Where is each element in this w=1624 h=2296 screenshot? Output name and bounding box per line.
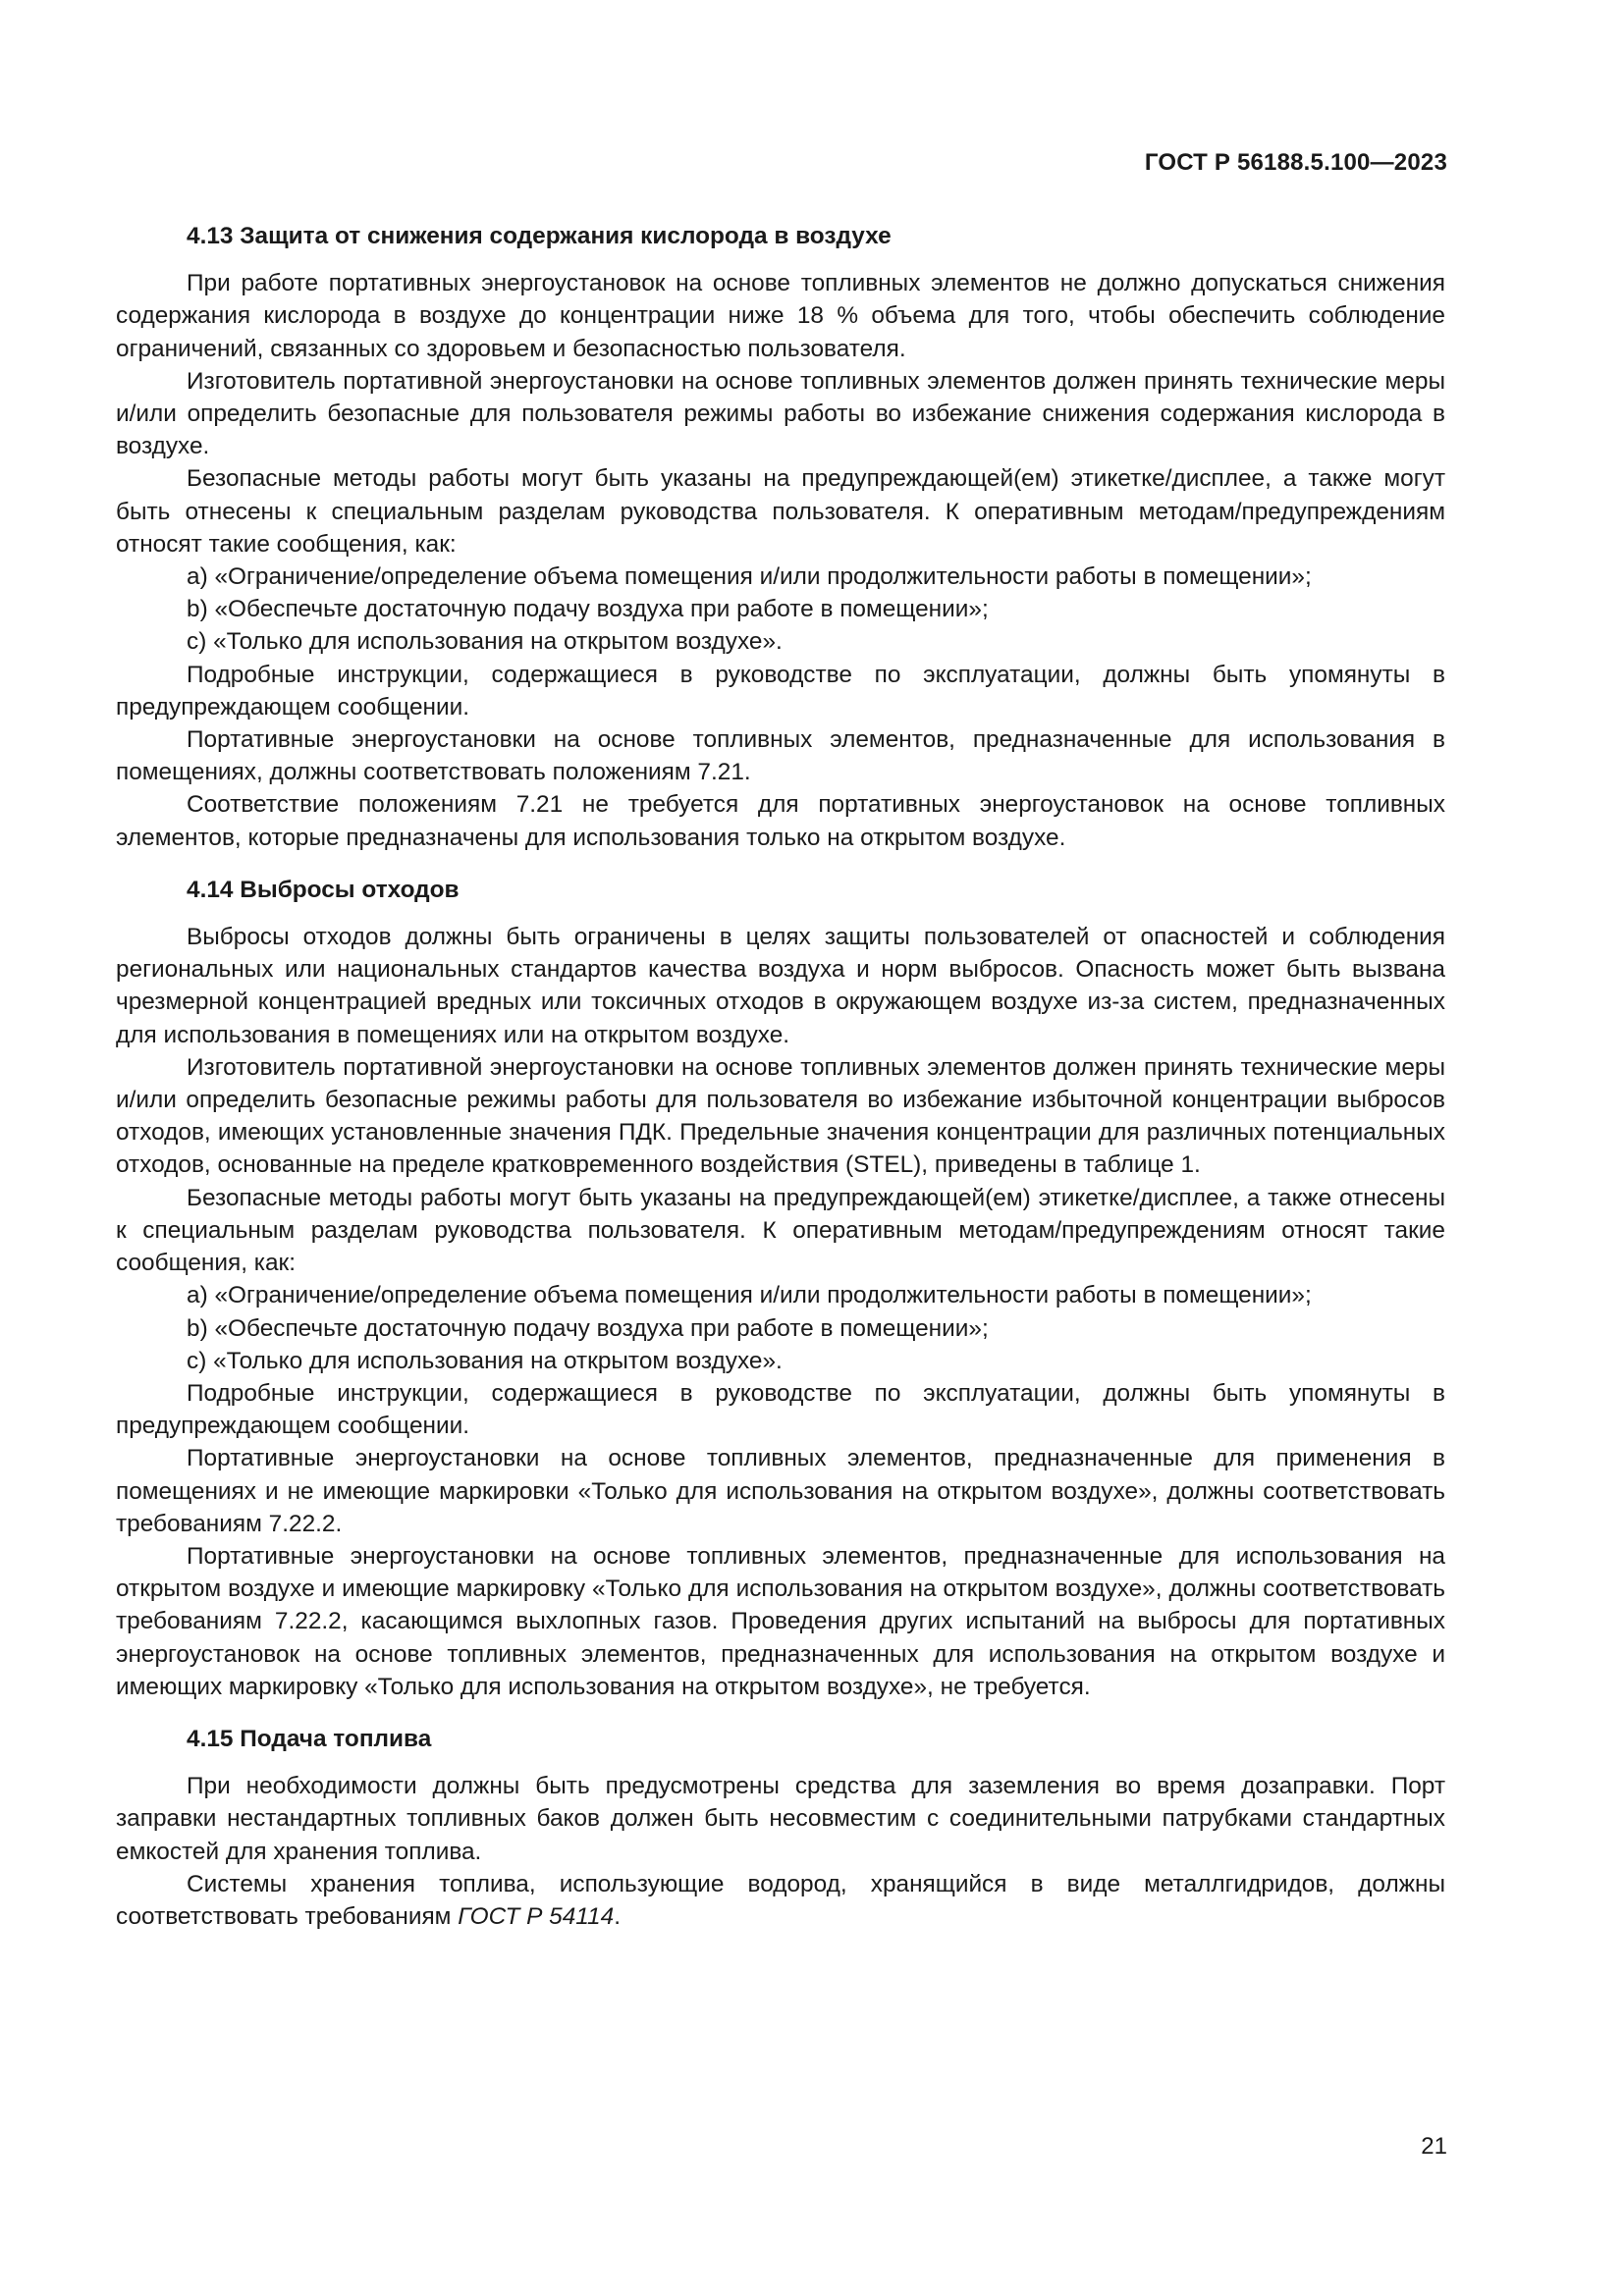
- paragraph: При работе портативных энергоустановок на основе топливных элементов не должно допускаться снижения содержания кислорода в воздухе до концентрации ниже 18 % объема для того, чтобы обеспечить соблюдение ограничений, связанных со здоровьем и безопасностью пользователя.: [116, 270, 1445, 362]
- paragraph: Подробные инструкции, содержащиеся в руководстве по эксплуатации, должны быть упомянуты в предупреждающем сообщении.: [116, 661, 1445, 721]
- list-item: a) «Ограничение/определение объема помещения и/или продолжительности работы в помещении»;: [187, 563, 1312, 591]
- paragraph: Безопасные методы работы могут быть указаны на предупреждающей(ем) этикетке/дисплее, а также отнесены к специальным разделам руководства пользователя. К оперативным методам/предупреждениям относят такие сообщения, как:: [116, 1184, 1445, 1277]
- paragraph: Изготовитель портативной энергоустановки на основе топливных элементов должен принять технические меры и/или определить безопасные режимы работы для пользователя во избежание избыточной концентрации выбросов отходов, имеющих установленные значения ПДК. Предельные значения концентрации для различных потенциальных отходов, основанные на пределе кратковременного воздействия (STEL), приведены в таблице 1.: [116, 1053, 1445, 1179]
- paragraph-tail: .: [614, 1902, 621, 1930]
- list-item: c) «Только для использования на открытом воздухе».: [187, 1347, 783, 1374]
- section-4-14: [116, 874, 1445, 1703]
- paragraph: Портативные энергоустановки на основе топливных элементов, предназначенные для использования в помещениях, должны соответствовать положениям 7.21.: [116, 726, 1445, 786]
- paragraph: Портативные энергоустановки на основе топливных элементов, предназначенные для использования на открытом воздухе и имеющие маркировку «Только для использования на открытом воздухе», должны соответствовать требованиям 7.22.2, касающимся выхлопных газов. Проведения других испытаний на выбросы для портативных энергоустановок на основе топливных элементов, предназначенных для использования на открытом воздухе и имеющих маркировку «Только для использования на открытом воздухе», не требуется.: [116, 1542, 1445, 1700]
- paragraph: При необходимости должны быть предусмотрены средства для заземления во время дозаправки. Порт заправки нестандартных топливных баков должен быть несовместим с соединительными патрубками стандартных емкостей для хранения топлива.: [116, 1773, 1445, 1865]
- paragraph-with-reference: [116, 1868, 1445, 1933]
- paragraph: Соответствие положениям 7.21 не требуется для портативных энергоустановок на основе топливных элементов, которые предназначены для использования только на открытом воздухе.: [116, 791, 1445, 851]
- list-item: b) «Обеспечьте достаточную подачу воздуха при работе в помещении»;: [187, 1314, 989, 1342]
- paragraph: Безопасные методы работы могут быть указаны на предупреждающей(ем) этикетке/дисплее, а также могут быть отнесены к специальным разделам руководства пользователя. К оперативным методам/предупреждениям относят такие сообщения, как:: [116, 465, 1445, 558]
- document-body: [116, 220, 1445, 1933]
- list-item: c) «Только для использования на открытом воздухе».: [187, 628, 783, 656]
- paragraph: Подробные инструкции, содержащиеся в руководстве по эксплуатации, должны быть упомянуты в предупреждающем сообщении.: [116, 1379, 1445, 1440]
- section-heading: 4.14 Выбросы отходов: [187, 876, 460, 903]
- standard-id-header: ГОСТ Р 56188.5.100—2023: [1144, 149, 1447, 176]
- standard-reference: ГОСТ Р 54114: [458, 1902, 615, 1930]
- list-item: a) «Ограничение/определение объема помещения и/или продолжительности работы в помещении»;: [187, 1282, 1312, 1309]
- section-heading: 4.13 Защита от снижения содержания кислорода в воздухе: [187, 223, 892, 249]
- paragraph: Выбросы отходов должны быть ограничены в целях защиты пользователей от опасностей и соблюдения региональных или национальных стандартов качества воздуха и норм выбросов. Опасность может быть вызвана чрезмерной концентрацией вредных или токсичных отходов в окружающем воздухе из-за систем, предназначенных для использования в помещениях или на открытом воздухе.: [116, 924, 1445, 1048]
- section-heading: 4.15 Подача топлива: [187, 1725, 432, 1752]
- section-4-13: [116, 220, 1445, 854]
- page-number: 21: [1421, 2133, 1447, 2160]
- paragraph: Портативные энергоустановки на основе топливных элементов, предназначенные для применения в помещениях и не имеющие маркировки «Только для использования на открытом воздухе», должны соответствовать требованиям 7.22.2.: [116, 1445, 1445, 1537]
- paragraph-text: Системы хранения топлива, использующие водород, хранящийся в виде металлгидридов, должны соответствовать требованиям: [116, 1870, 1445, 1930]
- section-4-15: [116, 1723, 1445, 1933]
- paragraph: Изготовитель портативной энергоустановки на основе топливных элементов должен принять технические меры и/или определить безопасные для пользователя режимы работы во избежание снижения содержания кислорода в воздухе.: [116, 367, 1445, 460]
- list-item: b) «Обеспечьте достаточную подачу воздуха при работе в помещении»;: [187, 596, 989, 623]
